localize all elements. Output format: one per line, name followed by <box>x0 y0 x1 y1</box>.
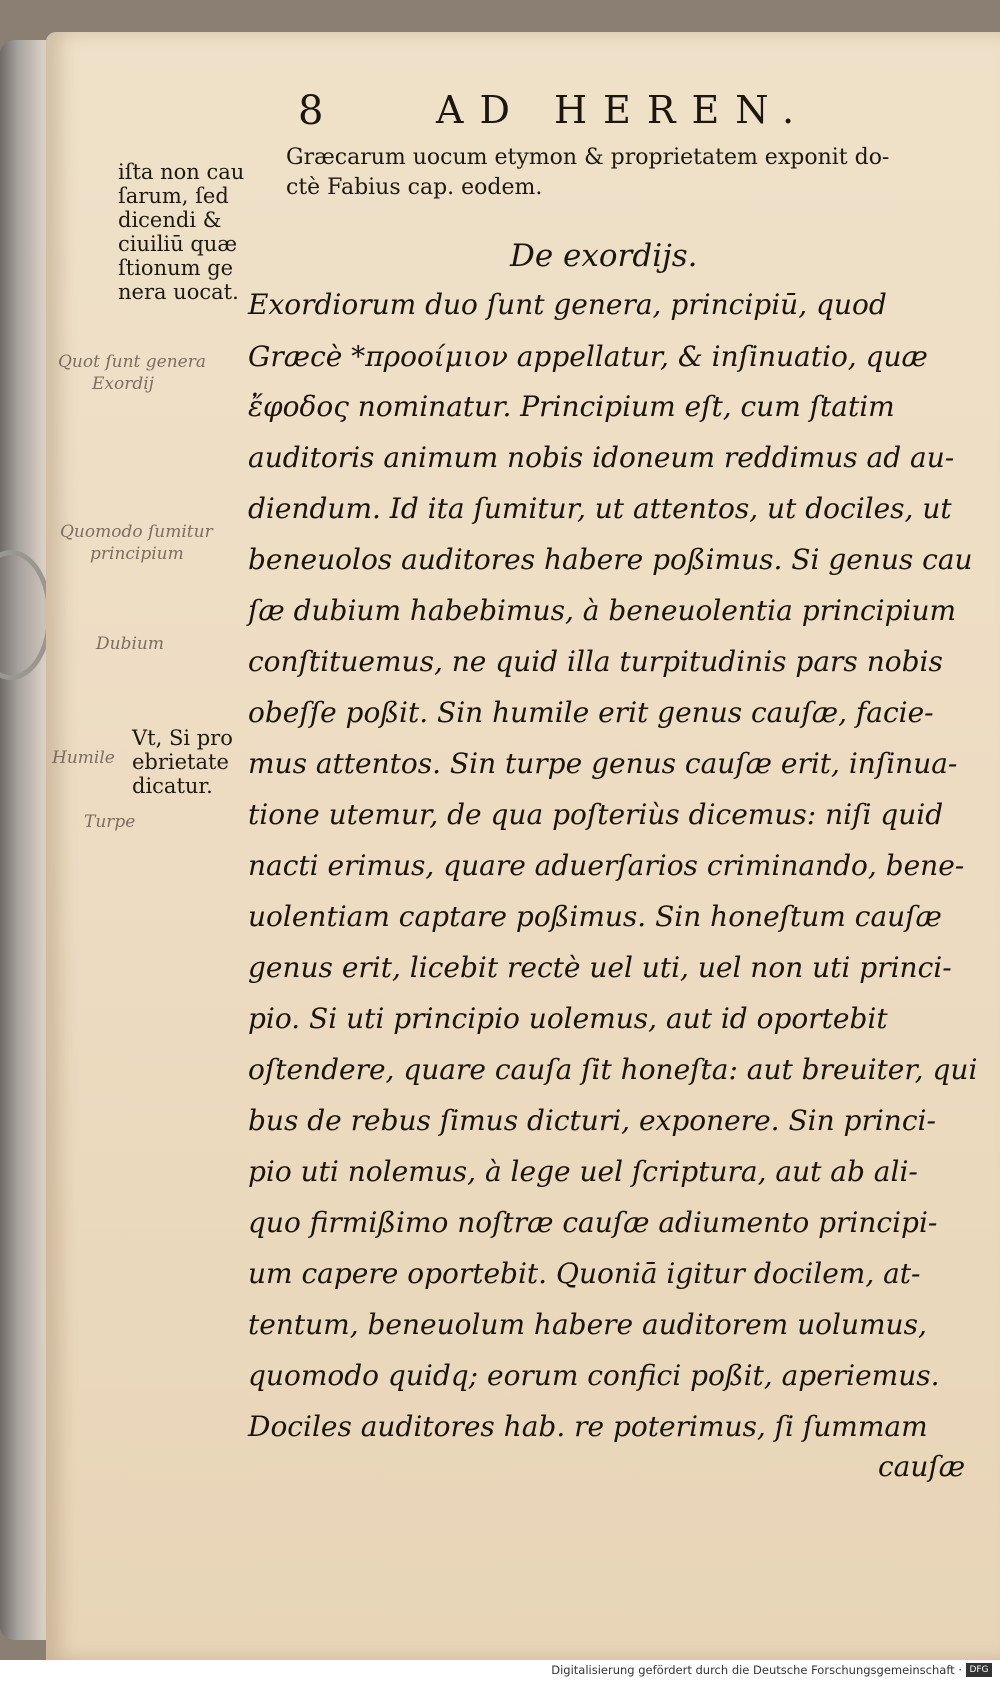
body-line: pio. Si uti principio uolemus, aut id oportebit <box>248 1002 888 1035</box>
handwritten-note: Quomodo ſumitur <box>60 522 213 542</box>
body-line: Exordiorum duo ſunt genera, principiū, quod <box>248 288 887 321</box>
body-line: quomodo quidq; eorum confici poßit, aperiemus. <box>248 1359 940 1392</box>
margin-note-line: ſtionum ge <box>118 256 234 280</box>
body-line: uolentiam captare poßimus. Sin honeſtum cauſæ <box>248 900 942 933</box>
margin-note-line: ciuiliū quæ <box>118 232 238 256</box>
margin-note-line: ebrietate <box>132 750 229 774</box>
body-line: ſæ dubium habebimus, à beneuolentia principium <box>248 594 957 627</box>
footer-bar <box>0 1660 1000 1681</box>
body-line: tione utemur, de qua poſteriùs dicemus: niſi quid <box>248 798 944 831</box>
margin-note <box>132 726 233 798</box>
intro-text <box>286 143 986 203</box>
body-line: oſtendere, quare cauſa ſit honeſta: aut breuiter, qui <box>248 1053 978 1086</box>
handwritten-note: Turpe <box>84 812 136 832</box>
body-line: mus attentos. Sin turpe genus cauſæ erit, inſinua- <box>248 747 958 780</box>
body-line: conſtituemus, ne quid illa turpitudinis pars nobis <box>248 645 943 678</box>
catchword: cauſæ <box>878 1450 966 1483</box>
body-line: pio uti nolemus, à lege uel ſcriptura, aut ab ali- <box>248 1155 918 1188</box>
margin-note <box>118 160 244 304</box>
body-line: bus de rebus ſimus dicturi, exponere. Sin princi- <box>248 1104 936 1137</box>
body-line: ἔφοδος nominatur. Principium eſt, cum ſtatim <box>248 390 895 423</box>
intro-line: ctè Fabius cap. eodem. <box>286 175 543 200</box>
running-head: AD HEREN. <box>436 88 811 132</box>
body-line: um capere oportebit. Quoniā igitur docilem, at- <box>248 1257 921 1290</box>
intro-line: Græcarum uocum etymon & proprietatem exponit do- <box>286 145 890 170</box>
body-line: nacti erimus, quare aduerſarios criminando, bene- <box>248 849 965 882</box>
body-line: genus erit, licebit rectè uel uti, uel non uti princi- <box>248 951 952 984</box>
section-heading: De exordijs. <box>510 238 698 274</box>
margin-note-line: ſarum, ſed <box>118 184 229 208</box>
footer-credit: Digitalisierung gefördert durch die Deutsche Forschungsgemeinschaft · <box>551 1663 962 1677</box>
body-line: auditoris animum nobis idoneum reddimus ad au- <box>248 441 955 474</box>
margin-note-line: dicatur. <box>132 774 213 798</box>
margin-note-line: nera uocat. <box>118 280 239 304</box>
body-line: obeſſe poßit. Sin humile erit genus cauſæ, facie- <box>248 696 934 729</box>
handwritten-note: principium <box>90 544 184 564</box>
margin-note-line: Vt, Si pro <box>132 726 233 750</box>
body-line: Dociles auditores hab. re poterimus, ſi ſummam <box>248 1410 928 1443</box>
body-line: beneuolos auditores habere poßimus. Si genus cau <box>248 543 973 576</box>
handwritten-note: Exordij <box>92 374 154 394</box>
body-line: tentum, beneuolum habere auditorem uolumus, <box>248 1308 927 1341</box>
margin-note-line: iſta non cau <box>118 160 245 184</box>
margin-note-line: dicendi & <box>118 208 222 232</box>
handwritten-note: Humile <box>52 748 115 768</box>
handwritten-note: Dubium <box>96 634 164 654</box>
body-line: diendum. Id ita ſumitur, ut attentos, ut dociles, ut <box>248 492 952 525</box>
page-number: 8 <box>298 88 324 134</box>
handwritten-note: Quot ſunt genera <box>58 352 206 372</box>
dfg-logo: DFG <box>966 1663 992 1677</box>
body-line: quo firmißimo noſtræ cauſæ adiumento principi- <box>248 1206 938 1239</box>
body-line: Græcè *προοίμιον appellatur, & inſinuatio, quæ <box>248 340 928 373</box>
